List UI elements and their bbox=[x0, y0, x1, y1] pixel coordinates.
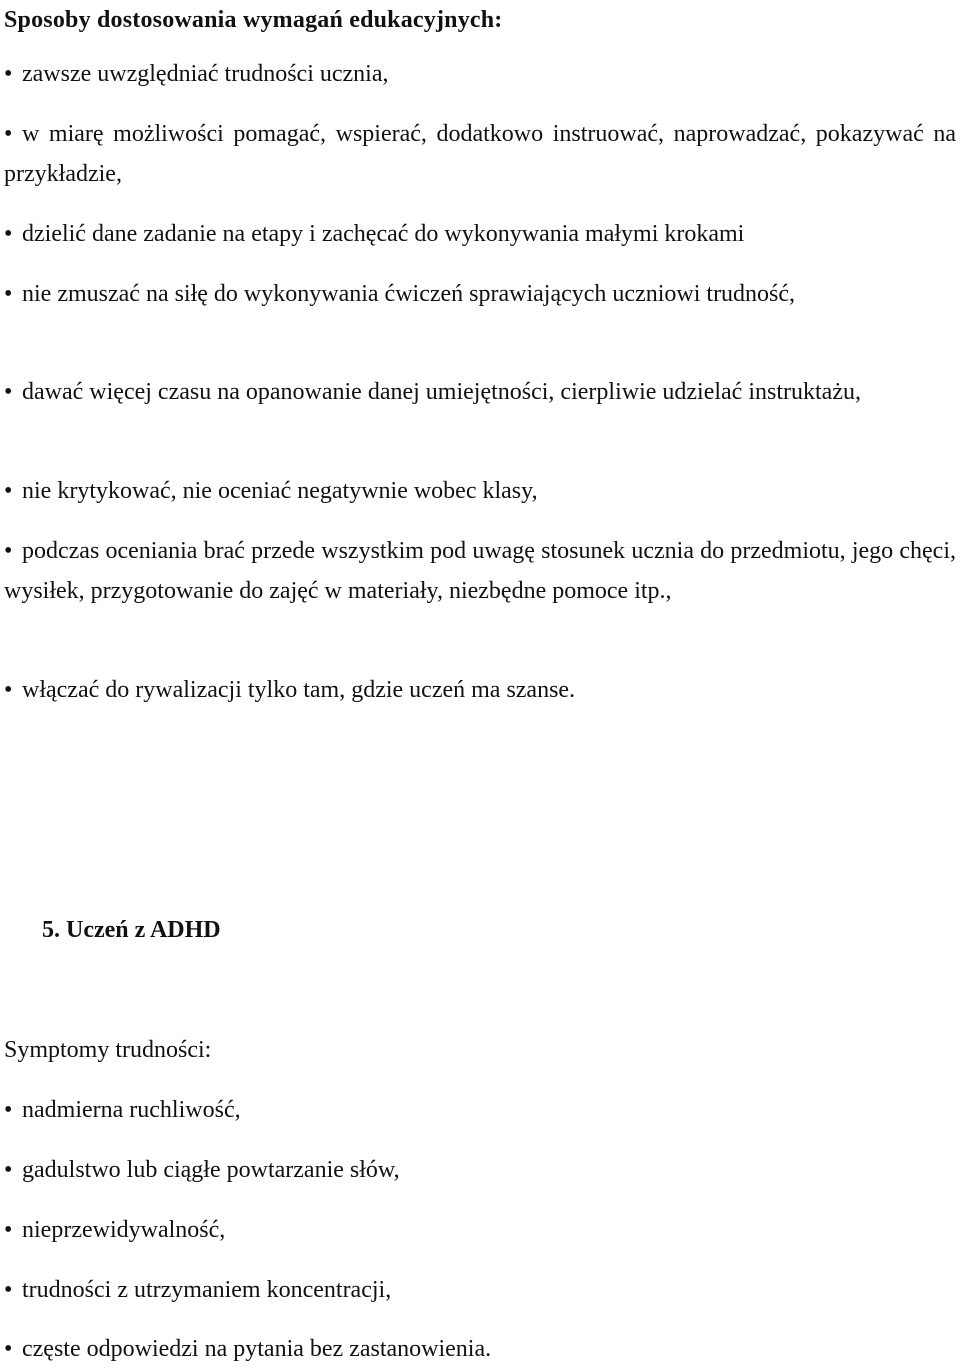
list-item-text: podczas oceniania brać przede wszystkim pod uwagę stosunek ucznia do przedmiotu, jego chęci, wysiłek, przygotowanie do zajęć w materiały, niezbędne pomoce itp., bbox=[4, 538, 956, 604]
list-item-text: nadmierna ruchliwość, bbox=[22, 1097, 241, 1123]
bullet-icon: • bbox=[4, 1157, 13, 1183]
list-item-text: nie krytykować, nie oceniać negatywnie wobec klasy, bbox=[22, 478, 538, 504]
list-item bbox=[4, 1090, 956, 1130]
list-item-text: gadulstwo lub ciągłe powtarzanie słów, bbox=[22, 1157, 400, 1183]
list-item bbox=[4, 54, 956, 94]
bullet-icon: • bbox=[4, 221, 13, 247]
list-item-text: trudności z utrzymaniem koncentracji, bbox=[22, 1277, 392, 1303]
list-item-text: zawsze uwzględniać trudności ucznia, bbox=[22, 61, 389, 87]
list-item-text: nie zmuszać na siłę do wykonywania ćwiczeń sprawiających uczniowi trudność, bbox=[22, 281, 796, 307]
list-item bbox=[4, 1270, 956, 1310]
list-item-text: dzielić dane zadanie na etapy i zachęcać do wykonywania małymi krokami bbox=[22, 221, 745, 247]
list-item bbox=[4, 372, 956, 412]
list-item-text: włączać do rywalizacji tylko tam, gdzie uczeń ma szanse. bbox=[22, 677, 576, 703]
list-item bbox=[4, 274, 956, 314]
list-item bbox=[4, 214, 956, 254]
list-item bbox=[4, 670, 956, 710]
section-heading-text: Sposoby dostosowania wymagań edukacyjnych: bbox=[4, 7, 503, 33]
section-heading bbox=[42, 910, 221, 950]
section-heading bbox=[4, 0, 956, 40]
list-item-text: nieprzewidywalność, bbox=[22, 1217, 226, 1243]
list-item bbox=[4, 1329, 956, 1369]
bullet-icon: • bbox=[4, 61, 13, 87]
bullet-icon: • bbox=[4, 1336, 13, 1362]
list-item-text: w miarę możliwości pomagać, wspierać, dodatkowo instruować, naprowadzać, pokazywać na przykładzie, bbox=[4, 121, 956, 187]
bullet-icon: • bbox=[4, 1097, 13, 1123]
bullet-icon: • bbox=[4, 538, 13, 564]
bullet-icon: • bbox=[4, 281, 13, 307]
list-item bbox=[4, 531, 956, 611]
subsection-label-text: Symptomy trudności: bbox=[4, 1037, 212, 1063]
bullet-icon: • bbox=[4, 1277, 13, 1303]
list-item bbox=[4, 1150, 956, 1190]
list-item bbox=[4, 114, 956, 194]
list-item bbox=[4, 1210, 956, 1250]
subsection-label bbox=[4, 1030, 956, 1070]
list-item-text: dawać więcej czasu na opanowanie danej umiejętności, cierpliwie udzielać instruktażu, bbox=[22, 379, 861, 405]
section-number: 5. bbox=[42, 917, 60, 943]
list-item bbox=[4, 471, 956, 511]
list-item-text: częste odpowiedzi na pytania bez zastanowienia. bbox=[22, 1336, 492, 1362]
bullet-icon: • bbox=[4, 121, 13, 147]
bullet-icon: • bbox=[4, 677, 13, 703]
bullet-icon: • bbox=[4, 1217, 13, 1243]
bullet-icon: • bbox=[4, 379, 13, 405]
section-title: Uczeń z ADHD bbox=[66, 917, 221, 943]
bullet-icon: • bbox=[4, 478, 13, 504]
